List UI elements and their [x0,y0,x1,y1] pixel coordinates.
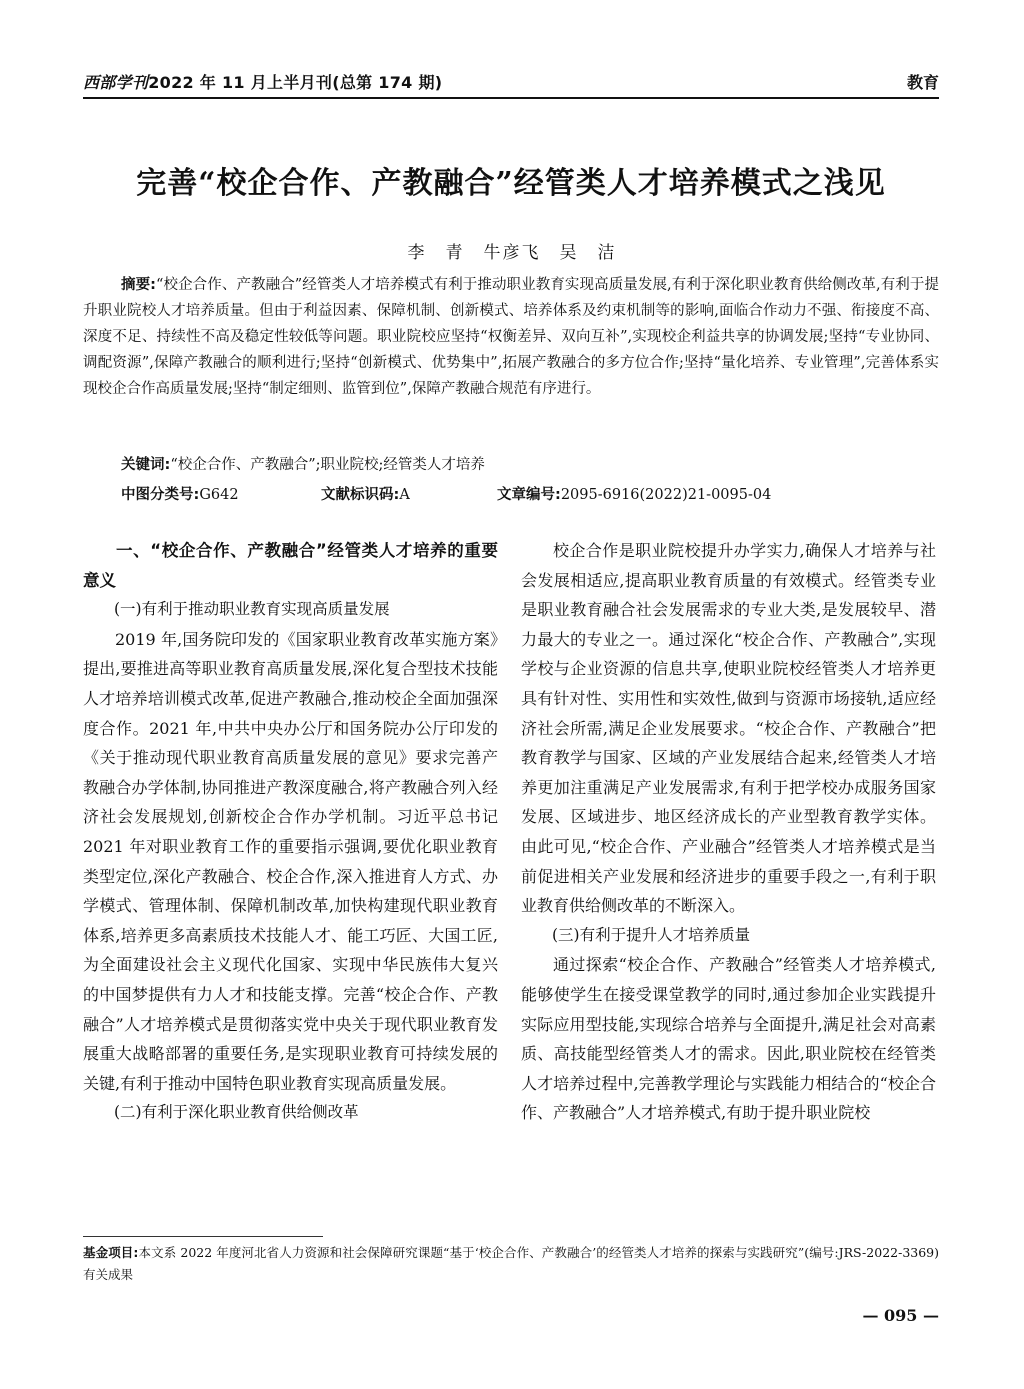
authors: 李 青 牛彦飞 吴 洁 [407,243,617,263]
classification-line [121,482,771,508]
footnote [83,1242,939,1286]
clc-value: G642 [199,487,239,503]
paragraph: 2019 年,国务院印发的《国家职业教育改革实施方案》提出,要推进高等职业教育高质量发展,深化复合型技术技能人才培养培训模式改革,促进产教融合,推动校企全面加强深度合作。2021 年,中共中央办公厅和国务院办公厅印发的《关于推动现代职业教育高质量发展的意见》要求完善产教融合办学体制,协同推进产教深度融合,将产教融合列入经济社会发展规划,创新校企合作办学机制。习近平总书记 2021 年对职业教育工作的重要指示强调,要优化职业教育类型定位,深化产教融合、校企合作,深入推进育人方式、办学模式、管理体制、保障机制改革,加快构建现代职业教育体系,培养更多高素质技术技能人才、能工巧匠、大国工匠,为全面建设社会主义现代化国家、实现中华民族伟大复兴的中国梦提供有力人才和技能支撑。完善“校企合作、产教融合”人才培养模式是贯彻落实党中央关于现代职业教育发展重大战略部署的重要任务,是实现职业教育可持续发展的关键,有利于推动中国特色职业教育实现高质量发展。 [83,629,498,1093]
issue-info: 2022 年 11 月上半月刊(总第 174 期) [148,73,443,92]
body-column-right [521,536,936,1128]
footnote-rule [83,1236,323,1237]
section-heading-1: 一、“校企合作、产教融合”经管类人才培养的重要意义 [83,541,498,590]
section-name: 教育 [906,73,939,92]
keywords-label: 关键词: [121,457,171,473]
paragraph: 通过探索“校企合作、产教融合”经管类人才培养模式,能够使学生在接受课堂教学的同时,通过参加企业实践提升实际应用型技能,实现综合培养与全面提升,满足社会对高素质、高技能型经管类人才的需求。因此,职业院校在经管类人才培养过程中,完善教学理论与实践能力相结合的“校企合作、产教融合”人才培养模式,有助于提升职业院校 [521,955,936,1123]
doc-code-value: A [399,487,410,503]
abstract-label: 摘要: [121,277,156,293]
article-number-label: 文章编号: [497,487,561,503]
header-journal-issue [83,70,442,93]
abstract-text: “校企合作、产教融合”经管类人才培养模式有利于推动职业教育实现高质量发展,有利于深化职业教育供给侧改革,有利于提升职业院校人才培养质量。但由于利益因素、保障机制、创新模式、培养体系及约束机制等的影响,面临合作动力不强、衔接度不高、深度不足、持续性不高及稳定性较低等问题。职业院校应坚持“权衡差异、双向互补”,实现校企利益共享的协调发展;坚持“专业协同、调配资源”,保障产教融合的顺利进行;坚持“创新模式、优势集中”,拓展产教融合的多方位合作;坚持“量化培养、专业管理”,完善体系实现校企合作高质量发展;坚持“制定细则、监管到位”,保障产教融合规范有序进行。 [83,277,939,397]
paragraph: 校企合作是职业院校提升办学实力,确保人才培养与社会发展相适应,提高职业教育质量的有效模式。经管类专业是职业教育融合社会发展需求的专业大类,是发展较早、潜力最大的专业之一。通过深化“校企合作、产教融合”,实现学校与企业资源的信息共享,使职业院校经管类人才培养更具有针对性、实用性和实效性,做到与资源市场接轨,适应经济社会所需,满足企业发展要求。“校企合作、产教融合”把教育教学与国家、区域的产业发展结合起来,经管类人才培养更加注重满足产业发展需求,有利于把学校办成服务国家发展、区域进步、地区经济成长的产业型教育教学实体。由此可见,“校企合作、产业融合”经管类人才培养模式是当前促进相关产业发展和经济进步的重要手段之一,有利于职业教育供给侧改革的不断深入。 [521,541,936,916]
doc-code-label: 文献标识码: [321,487,400,503]
running-header [83,70,939,94]
keywords-text: “校企合作、产教融合”;职业院校;经管类人才培养 [170,457,485,473]
abstract [83,272,939,402]
journal-name: 西部学刊 [83,73,149,92]
clc-label: 中图分类号: [121,487,200,503]
page-number: — 095 — [862,1306,939,1325]
article-title: 完善“校企合作、产教融合”经管类人才培养模式之浅见 [136,166,886,201]
subsection-heading-3: (三)有利于提升人才培养质量 [552,925,751,944]
header-rule [83,97,939,99]
article-number-value: 2095-6916(2022)21-0095-04 [560,487,772,503]
subsection-heading-2: (二)有利于深化职业教育供给侧改革 [114,1103,359,1122]
body-column-left [83,536,498,1128]
footnote-text: 本文系 2022 年度河北省人力资源和社会保障研究课题“基于‘校企合作、产教融合’的经管类人才培养的探索与实践研究”(编号:JRS-2022-3369)有关成果 [83,1245,940,1282]
keywords [121,452,939,478]
subsection-heading-1: (一)有利于推动职业教育实现高质量发展 [114,600,390,619]
footnote-label: 基金项目: [83,1245,139,1260]
